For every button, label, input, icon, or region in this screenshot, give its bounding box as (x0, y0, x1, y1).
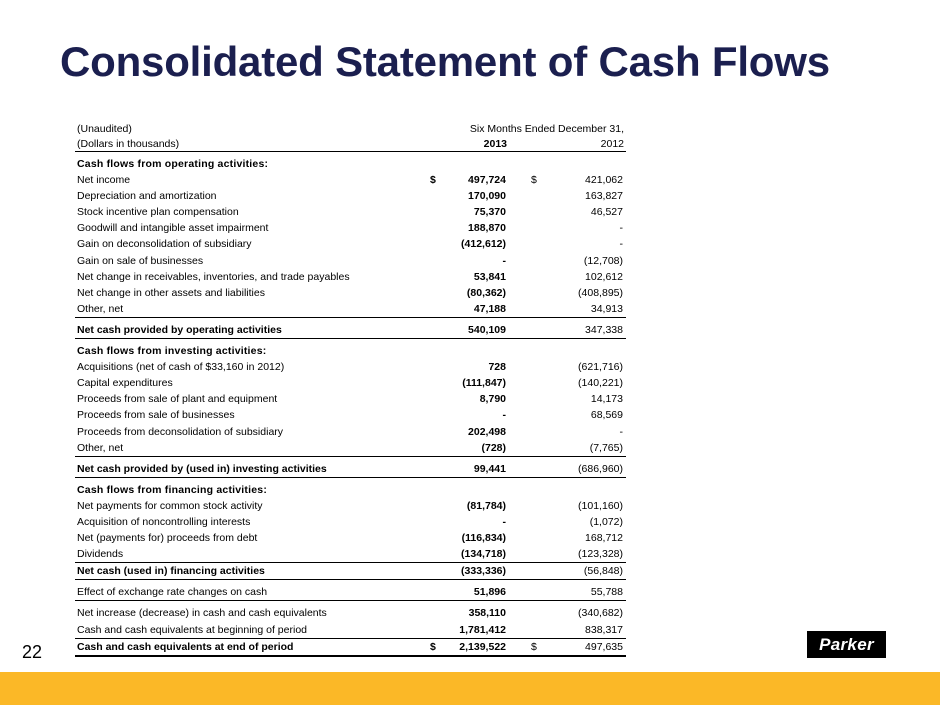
table-row: Proceeds from deconsolidation of subsidiary 202,498 - (77, 425, 623, 438)
table-row: Acquisition of noncontrolling interests - (1,072) (77, 515, 623, 528)
table-row: Stock incentive plan compensation 75,370 46,527 (77, 206, 623, 219)
ending-cash-row: Cash and cash equivalents at end of period $ 2,139,522 $ 497,635 (75, 639, 626, 657)
page-number: 22 (22, 642, 43, 662)
parker-logo: Parker (807, 631, 886, 658)
period-header: Six Months Ended December 31, (469, 123, 624, 135)
table-row: Capital expenditures (111,847) (140,221) (77, 377, 623, 390)
table-row: Dividends (134,718) (123,328) (75, 546, 626, 563)
table-row: Net change in other assets and liabilities (80,362) (408,895) (77, 286, 623, 299)
table-row: Other, net 47,188 34,913 (75, 301, 626, 318)
column-2012: 2012 (600, 138, 624, 150)
table-row: Depreciation and amortization 170,090 163,827 (77, 190, 623, 203)
financing-total-row: Net cash (used in) financing activities (333,336) (56,848) (75, 563, 626, 580)
investing-total-row: Net cash provided by (used in) investing activities 99,441 (686,960) (75, 461, 626, 478)
table-row: Net (payments for) proceeds from debt (116,834) 168,712 (77, 532, 623, 545)
operating-heading: Cash flows from operating activities: (77, 158, 269, 170)
column-2013: 2013 (483, 138, 507, 150)
table-row: Net income $ 497,724 $ 421,062 (77, 174, 623, 187)
table-row: Other, net (728) (7,765) (75, 440, 626, 457)
footer-bar (0, 672, 940, 705)
financing-heading: Cash flows from financing activities: (77, 483, 268, 496)
table-row: Net payments for common stock activity (81,784) (101,160) (77, 499, 623, 512)
column-header-row (75, 135, 626, 152)
net-increase-row: Net increase (decrease) in cash and cash equivalents 358,110 (340,682) (77, 607, 623, 620)
table-row: Acquisitions (net of cash of $33,160 in 2012) 728 (621,716) (77, 361, 623, 374)
statement-header (75, 119, 626, 135)
investing-heading: Cash flows from investing activities: (77, 345, 267, 358)
unaudited-label: (Unaudited) (77, 123, 132, 135)
table-row: Goodwill and intangible asset impairment 188,870 - (77, 222, 623, 235)
table-row: Proceeds from sale of businesses - 68,569 (77, 409, 623, 422)
fx-effect-row: Effect of exchange rate changes on cash 51,896 55,788 (75, 584, 626, 601)
table-row: Net change in receivables, inventories, and trade payables 53,841 102,612 (77, 270, 623, 283)
cash-flow-statement (75, 119, 626, 657)
operating-total-row: Net cash provided by operating activities 540,109 347,338 (75, 322, 626, 339)
beginning-cash-row: Cash and cash equivalents at beginning of period 1,781,412 838,317 (75, 622, 626, 639)
page-title: Consolidated Statement of Cash Flows (60, 38, 830, 85)
units-label: (Dollars in thousands) (77, 138, 180, 150)
table-row: Proceeds from sale of plant and equipment 8,790 14,173 (77, 393, 623, 406)
table-row: Gain on deconsolidation of subsidiary (412,612) - (77, 238, 623, 251)
table-row: Gain on sale of businesses - (12,708) (77, 254, 623, 267)
